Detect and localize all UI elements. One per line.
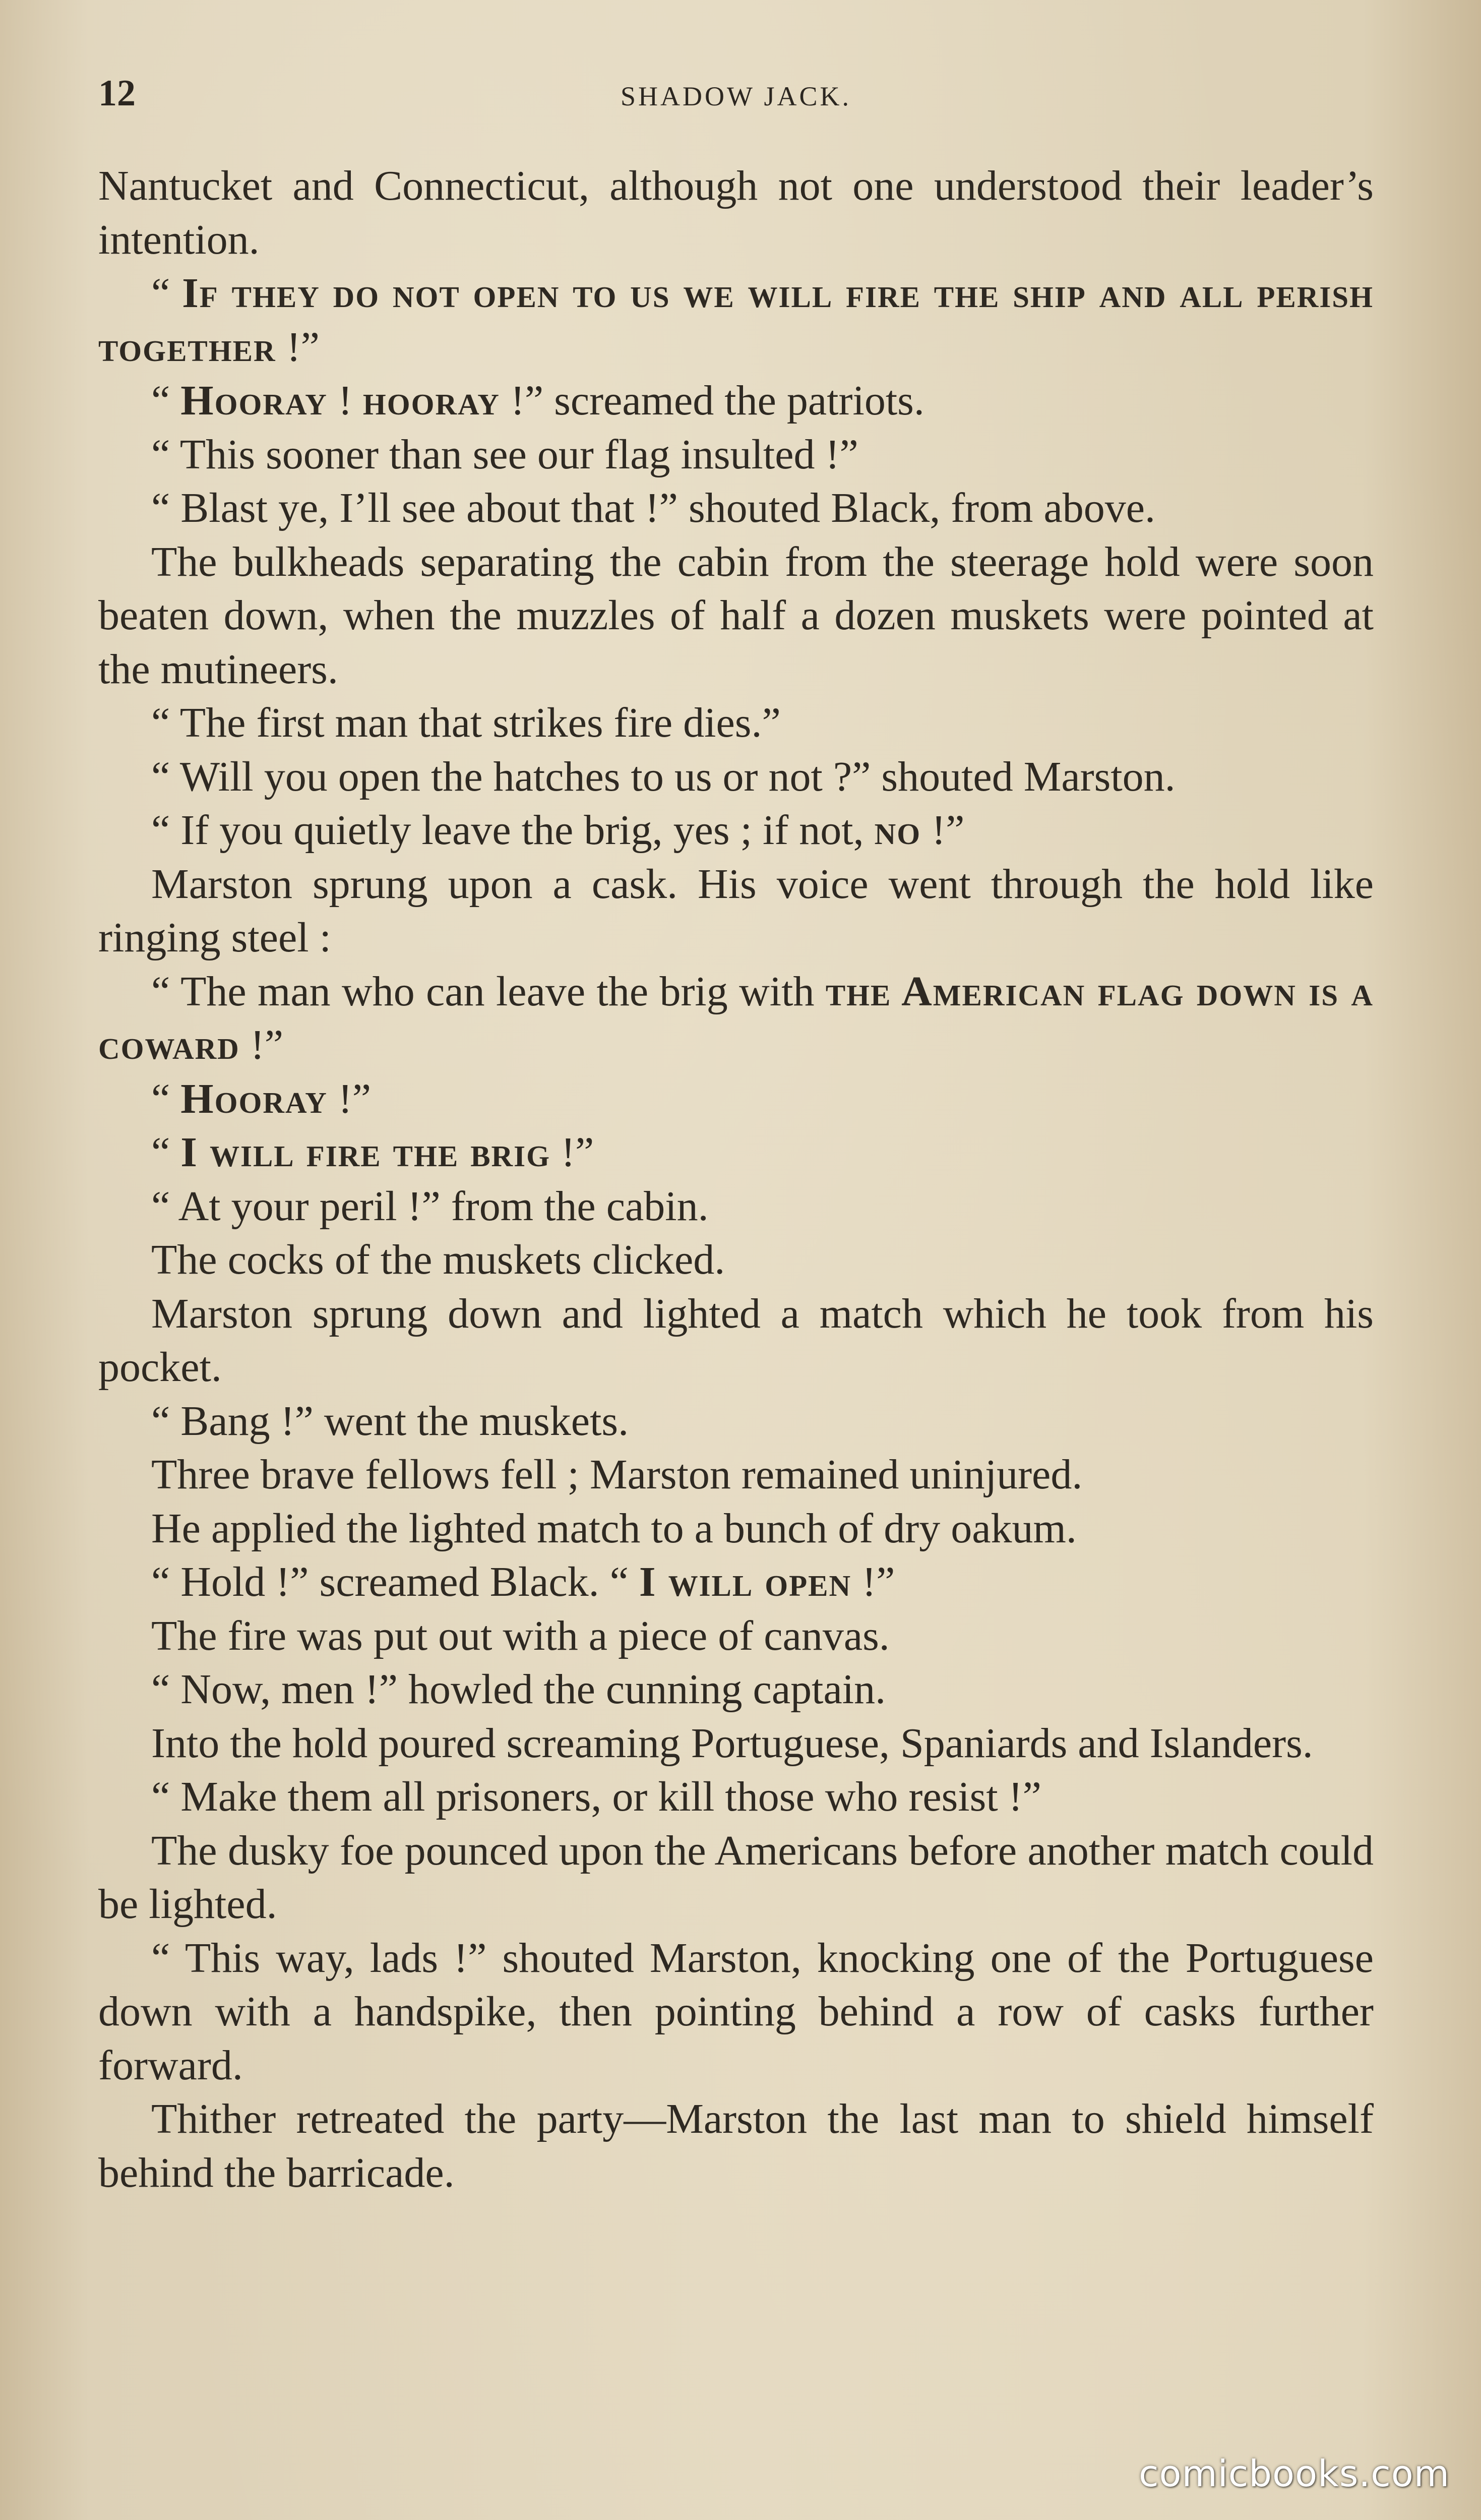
paragraph xyxy=(98,1663,1374,1717)
small-caps-text: I will open xyxy=(639,1558,852,1605)
paragraph-text: He applied the lighted match to a bunch of dry oakum. xyxy=(151,1505,1077,1552)
paragraph-text: “ xyxy=(151,377,181,424)
paragraph xyxy=(98,267,1374,374)
paragraph xyxy=(98,1609,1374,1663)
paragraph xyxy=(98,535,1374,697)
paragraph xyxy=(98,858,1374,965)
paragraph xyxy=(98,750,1374,804)
paragraph xyxy=(98,2092,1374,2200)
paragraph-text: “ This sooner than see our flag insulted !” xyxy=(151,431,858,478)
site-watermark: comicbooks.com xyxy=(1138,2452,1450,2495)
paragraph-text: “ Blast ye, I’ll see about that !” shouted Black, from above. xyxy=(151,485,1156,531)
paragraph-text: “ xyxy=(151,1075,181,1122)
paragraph-text: !” xyxy=(921,807,965,854)
paragraph xyxy=(98,1126,1374,1180)
paragraph xyxy=(98,1395,1374,1449)
paragraph-text: The fire was put out with a piece of canvas. xyxy=(151,1612,890,1659)
small-caps-text: hooray xyxy=(362,377,500,424)
paragraph-text: !” xyxy=(239,1022,284,1068)
paragraph-text: “ Will you open the hatches to us or not ?” shouted Marston. xyxy=(151,753,1176,800)
small-caps-text: I will fire the brig xyxy=(180,1129,551,1176)
paragraph-text: “ Now, men !” howled the cunning captain. xyxy=(151,1666,886,1713)
paragraph-text: !” xyxy=(851,1558,895,1605)
paragraph-text: “ Hold !” screamed Black. “ xyxy=(151,1558,639,1605)
paragraph-text: The dusky foe pounced upon the Americans before another match could be lighted. xyxy=(98,1827,1374,1928)
paragraph-text: !” xyxy=(327,1075,372,1122)
paragraph xyxy=(98,1448,1374,1502)
paragraph-text: Nantucket and Connecticut, although not one understood their leader’s intention. xyxy=(98,162,1374,263)
paragraph xyxy=(98,1555,1374,1609)
paragraph xyxy=(98,696,1374,750)
paragraph-text: The bulkheads separating the cabin from the steerage hold were soon beaten down, when the muzzles of half a dozen muskets were pointed at the mutineers. xyxy=(98,538,1374,693)
body-text xyxy=(98,159,1374,2200)
paragraph xyxy=(98,1770,1374,1824)
paragraph xyxy=(98,1180,1374,1234)
paragraph xyxy=(98,374,1374,428)
paragraph-text: !” xyxy=(276,323,320,371)
paragraph-text: Marston sprung upon a cask. His voice went through the hold like ringing steel : xyxy=(98,860,1374,961)
page-number: 12 xyxy=(98,73,136,114)
paragraph xyxy=(98,965,1374,1072)
paragraph-text: !” xyxy=(550,1129,594,1176)
paragraph-text: “ This way, lads !” shouted Marston, knocking one of the Portuguese down with a handspike, then pointing behind a row of casks further forward. xyxy=(98,1934,1374,2089)
paragraph-text: ! xyxy=(327,377,363,424)
small-caps-text: If they do not open to us we will fire the ship and all perish together xyxy=(98,270,1374,371)
paragraph-text: !” screamed the patriots. xyxy=(500,377,924,424)
paragraph-text: Thither retreated the party—Marston the last man to shield himself behind the barricade. xyxy=(98,2095,1374,2196)
small-caps-text: no xyxy=(874,807,921,854)
small-caps-text: Hooray xyxy=(180,377,328,424)
paragraph xyxy=(98,482,1374,535)
paragraph xyxy=(98,1502,1374,1556)
paragraph-text: “ xyxy=(151,1129,181,1176)
paragraph-text: The cocks of the muskets clicked. xyxy=(151,1236,725,1283)
paragraph-text: Marston sprung down and lighted a match which he took from his pocket. xyxy=(98,1290,1374,1391)
paragraph-text: Into the hold poured screaming Portuguese, Spaniards and Islanders. xyxy=(151,1719,1313,1767)
paragraph xyxy=(98,1824,1374,1932)
paragraph xyxy=(98,1233,1374,1287)
page-header xyxy=(98,71,1374,116)
paragraph-text: “ The man who can leave the brig with xyxy=(151,968,826,1015)
paragraph-text: “ If you quietly leave the brig, yes ; if not, xyxy=(151,807,875,854)
paragraph-text: “ The first man that strikes fire dies.” xyxy=(151,699,781,746)
paragraph xyxy=(98,1072,1374,1126)
paragraph xyxy=(98,1932,1374,2093)
paragraph-text: “ xyxy=(151,270,182,317)
running-title: SHADOW JACK. xyxy=(620,81,852,111)
paragraph-text: “ At your peril !” from the cabin. xyxy=(151,1182,709,1230)
paragraph xyxy=(98,804,1374,858)
paragraph xyxy=(98,159,1374,267)
paragraph xyxy=(98,1287,1374,1395)
small-caps-text: Hooray xyxy=(180,1075,328,1122)
paragraph-text: Three brave fellows fell ; Marston remained uninjured. xyxy=(151,1451,1083,1498)
paragraph xyxy=(98,428,1374,482)
small-caps-text: the American flag down is a coward xyxy=(98,968,1374,1068)
paragraph-text: “ Make them all prisoners, or kill those who resist !” xyxy=(151,1773,1041,1820)
paragraph xyxy=(98,1717,1374,1771)
paragraph-text: “ Bang !” went the muskets. xyxy=(151,1397,629,1445)
